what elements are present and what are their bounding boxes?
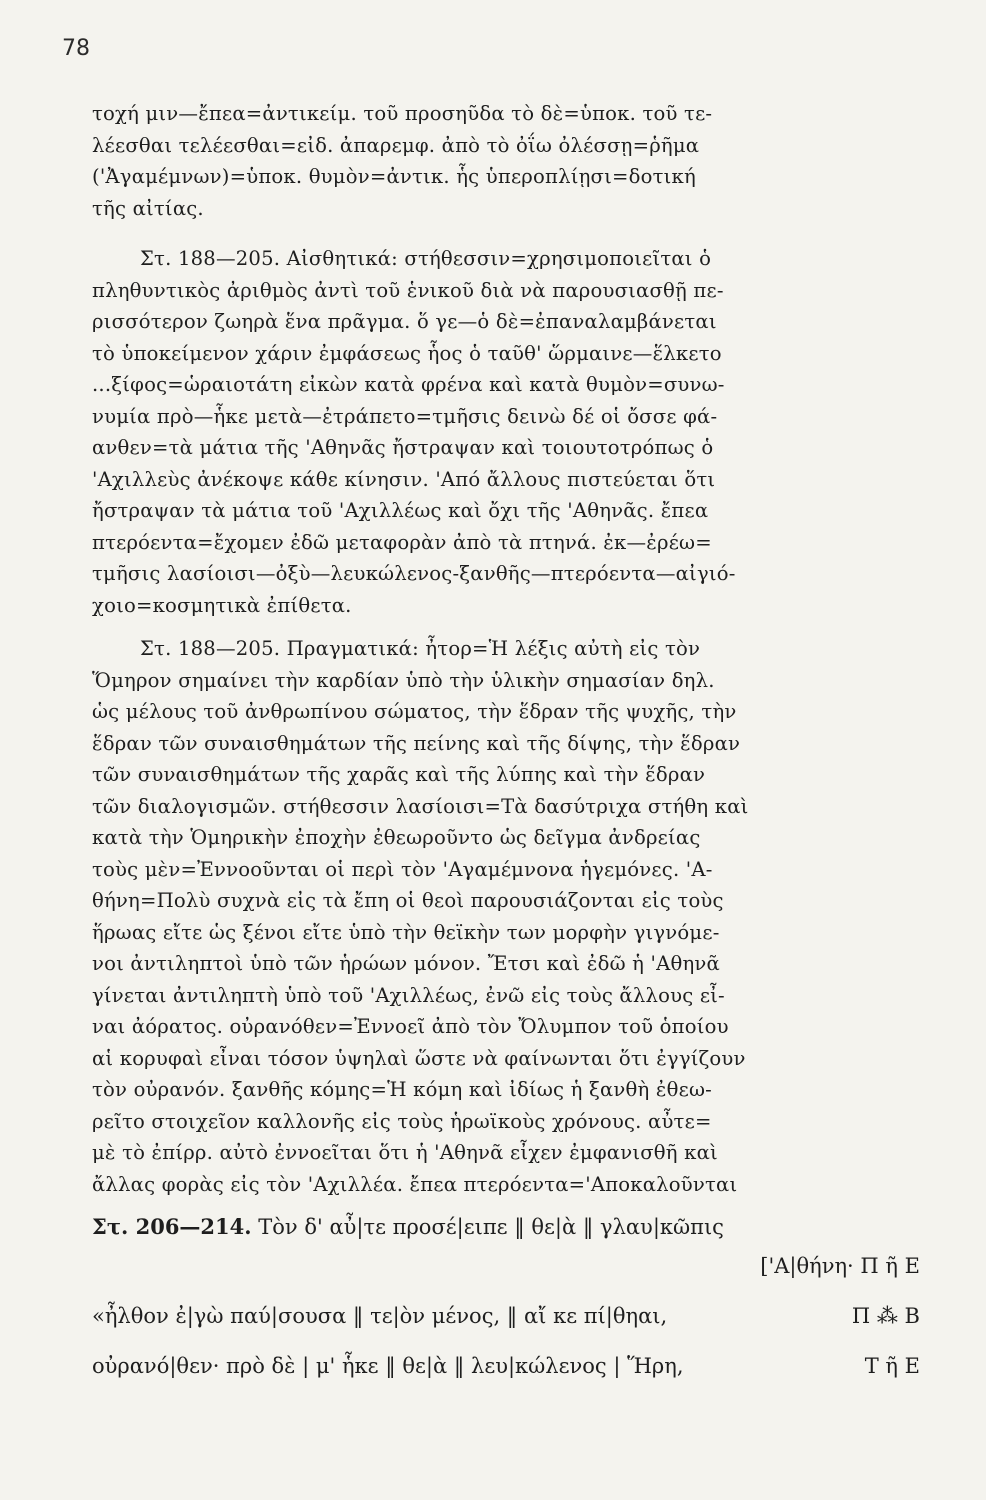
- text-line: τὸν οὐρανόν. ξανθῆς κόμης=Ἡ κόμη καὶ ἰδίως ἡ ξανθὴ ἐθεω-: [92, 1078, 712, 1101]
- text-line: ἄλλας φορὰς εἰς τὸν 'Αχιλλέα. ἔπεα πτερόεντα='Αποκαλοῦνται: [92, 1172, 738, 1196]
- verse-line-2: [92, 1254, 928, 1288]
- text-line: Ὅμηρον σημαίνει τὴν καρδίαν ὑπὸ τὴν ὑλικὴν σημασίαν δηλ.: [92, 668, 715, 692]
- commentary-paragraph-aesthetic: [92, 243, 920, 621]
- text-line: Στ. 188—205. Πραγματικά: ἦτορ=Ἡ λέξις αὐτὴ εἰς τὸν: [140, 637, 701, 660]
- verse-text: «ἦλθον ἐ|γὼ παύ|σουσα ‖ τε|ὸν μένος, ‖ αἴ κε πί|θηαι,: [92, 1304, 668, 1328]
- verse-text: Τὸν δ' αὖ|τε προσέ|ειπε ‖ θε|ὰ ‖ γλαυ|κῶπις: [258, 1215, 724, 1239]
- commentary-paragraph-factual: [92, 633, 920, 1200]
- verse-text: οὐρανό|θεν· πρὸ δὲ | μ' ἧκε ‖ θε|ὰ ‖ λευ|κώλενος | Ἥρη,: [92, 1354, 684, 1378]
- text-line: λέεσθαι τελέεσθαι=εἰδ. ἀπαρεμφ. ἀπὸ τὸ ὀΐω ὀλέσσῃ=ῥῆμα: [92, 133, 700, 157]
- text-line: ('Ἀγαμέμνων)=ὑποκ. θυμὸν=ἀντικ. ἧς ὑπεροπλίῃσι=δοτική: [92, 165, 696, 188]
- text-line: ρεῖτο στοιχεῖον καλλονῆς εἰς τοὺς ἡρωϊκοὺς χρόνους. αὖτε=: [92, 1109, 712, 1133]
- text-line: νυμία πρὸ—ἧκε μετὰ—ἐτράπετο=τμῆσις δεινὼ δέ οἱ ὄσσε φά-: [92, 404, 718, 428]
- text-line: μὲ τὸ ἐπίρρ. αὐτὸ ἐννοεῖται ὅτι ἡ 'Αθηνᾶ εἶχεν ἐμφανισθῆ καὶ: [92, 1141, 718, 1164]
- text-line: τμῆσις λασίοισι—ὀξὺ—λευκώλενος-ξανθῆς—πτερόεντα—αἰγιό-: [92, 562, 736, 585]
- verse-line-4: [92, 1354, 928, 1388]
- verse-marks: Π ⁂ Β: [851, 1304, 920, 1328]
- text-line: τῶν συναισθημάτων τῆς χαρᾶς καὶ τῆς λύπης καὶ τὴν ἕδραν: [92, 763, 706, 786]
- commentary-paragraph-1: [92, 98, 920, 224]
- text-line: ναι ἀόρατος. οὐρανόθεν=Ἐννοεῖ ἀπὸ τὸν Ὄλυμπον τοῦ ὁποίου: [92, 1015, 729, 1038]
- text-line: ...ξίφος=ὡραιοτάτη εἰκὼν κατὰ φρένα καὶ κατὰ θυμὸν=συνω-: [92, 373, 725, 396]
- text-line: τῆς αἰτίας.: [92, 196, 204, 220]
- text-line: ρισσότερον ζωηρὰ ἕνα πρᾶγμα. ὅ γε—ὁ δὲ=ἐπαναλαμβάνεται: [92, 310, 717, 333]
- text-line: ανθεν=τὰ μάτια τῆς 'Αθηνᾶς ἤστραψαν καὶ τοιουτοτρόπως ὁ: [92, 436, 714, 459]
- text-line: κατὰ τὴν Ὁμηρικὴν ἐποχὴν ἐθεωροῦντο ὡς δεῖγμα ἀνδρείας: [92, 826, 701, 849]
- text-line: τοὺς μὲν=Ἐννοοῦνται οἱ περὶ τὸν 'Αγαμέμνονα ἡγεμόνες. 'Α-: [92, 857, 713, 881]
- text-line: τὸ ὑποκείμενον χάριν ἐμφάσεως ἧος ὁ ταῦθ' ὥρμαινε—ἕλκετο: [92, 341, 722, 365]
- text-line: πτερόεντα=ἔχομεν ἐδῶ μεταφορὰν ἀπὸ τὰ πτηνά. ἐκ—ἐρέω=: [92, 530, 712, 554]
- text-line: ἤστραψαν τὰ μάτια τοῦ 'Αχιλλέως καὶ ὄχι τῆς 'Αθηνᾶς. ἔπεα: [92, 499, 709, 522]
- text-line: Στ. 188—205. Αἰσθητικά: στήθεσσιν=χρησιμοποιεῖται ὁ: [140, 247, 712, 270]
- text-line: τοχή μιν—ἔπεα=ἀντικείμ. τοῦ προσηῦδα τὸ δὲ=ὑποκ. τοῦ τε-: [92, 102, 713, 125]
- verse-range-label: Στ. 206—214.: [92, 1214, 252, 1239]
- text-line: γίνεται ἀντιληπτὴ ὑπὸ τοῦ 'Αχιλλέως, ἐνῶ εἰς τοὺς ἄλλους εἶ-: [92, 983, 725, 1007]
- text-line: 'Αχιλλεὺς ἀνέκοψε κάθε κίνησιν. 'Από ἄλλους πιστεύεται ὅτι: [92, 467, 716, 491]
- verse-line-3: [92, 1304, 928, 1338]
- verse-marks: Τ ῆ Ε: [864, 1354, 920, 1378]
- text-line: τῶν διαλογισμῶν. στήθεσσιν λασίοισι=Τὰ δασύτριχα στήθη καὶ: [92, 794, 749, 818]
- page-number: 78: [62, 36, 90, 61]
- verse-text: ['Α|θήνη· Π ῆ Ε: [760, 1254, 920, 1278]
- text-line: νοι ἀντιληπτοὶ ὑπὸ τῶν ἡρώων μόνον. Ἔτσι καὶ ἐδῶ ἡ 'Αθηνᾶ: [92, 952, 720, 975]
- text-line: ἥρωας εἴτε ὡς ξένοι εἴτε ὑπὸ τὴν θεϊκὴν των μορφὴν γιγνόμε-: [92, 920, 720, 944]
- text-line: ἕδραν τῶν συναισθημάτων τῆς πείνης καὶ τῆς δίψης, τὴν ἕδραν: [92, 731, 741, 755]
- verse-line-1: [92, 1214, 928, 1248]
- text-line: χοιο=κοσμητικὰ ἐπίθετα.: [92, 593, 352, 617]
- text-line: θήνη=Πολὺ συχνὰ εἰς τὰ ἔπη οἱ θεοὶ παρουσιάζονται εἰς τοὺς: [92, 889, 724, 912]
- text-line: ὡς μέλους τοῦ ἀνθρωπίνου σώματος, τὴν ἕδραν τῆς ψυχῆς, τὴν: [92, 700, 737, 723]
- text-line: πληθυντικὸς ἀριθμὸς ἀντὶ τοῦ ἑνικοῦ διὰ νὰ παρουσιασθῇ πε-: [92, 278, 724, 302]
- text-line: αἱ κορυφαὶ εἶναι τόσον ὑψηλαὶ ὥστε νὰ φαίνωνται ὅτι ἐγγίζουν: [92, 1046, 746, 1070]
